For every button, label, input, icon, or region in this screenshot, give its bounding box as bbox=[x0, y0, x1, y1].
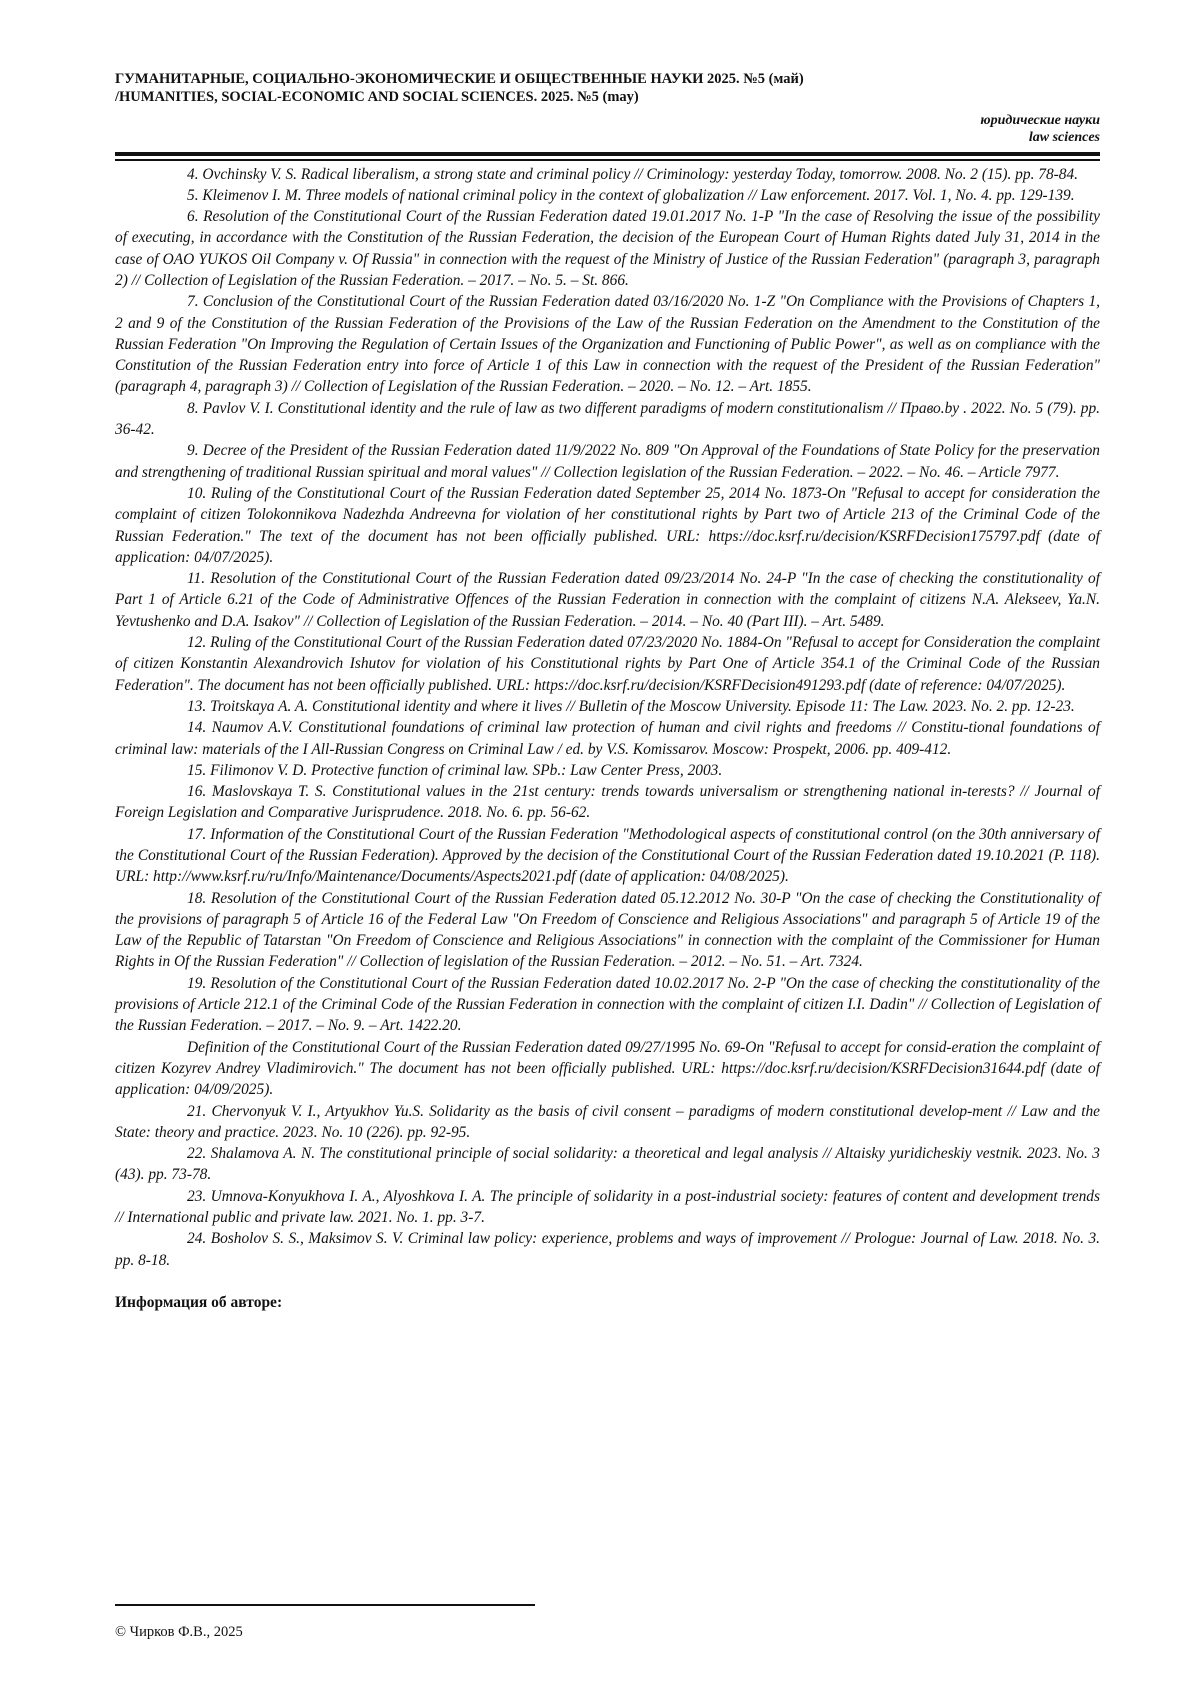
reference-item: 18. Resolution of the Constitutional Court of the Russian Federation dated 05.12.2012 No. 30-P "On the case of checking the Constitutionality of the provisions of paragraph 5 of Article 16 of the Federal Law "On Freedom of Conscience and Religious Associations" and paragraph 5 of Article 19 of the Law of the Republic of Tatarstan "On Freedom of Conscience and Religious Associations" in connection with the complaint of the Commissioner for Human Rights in Of the Russian Federation" // Collection of legislation of the Russian Federation. – 2012. – No. 51. – Art. 7324. bbox=[115, 889, 1100, 971]
reference-item: 8. Pavlov V. I. Constitutional identity and the rule of law as two different paradigms of modern constitutionalism // Право.by . 2022. No. 5 (79). pp. 36-42. bbox=[115, 399, 1100, 439]
reference-item: 16. Maslovskaya T. S. Constitutional values in the 21st century: trends towards universalism or strengthening national in-terests? // Journal of Foreign Legislation and Comparative Jurisprudence. 2018. No. 6. pp. 56-62. bbox=[115, 783, 1100, 822]
journal-title-en: /HUMANITIES, SOCIAL-ECONOMIC AND SOCIAL SCIENCES. 2025. №5 (may) bbox=[115, 89, 639, 105]
running-header bbox=[115, 70, 1100, 161]
reference-item: 13. Troitskaya A. A. Constitutional identity and where it lives // Bulletin of the Moscow University. Episode 11: The Law. 2023. No. 2. pp. 12-23. bbox=[187, 697, 1075, 715]
reference-item: 14. Naumov A.V. Constitutional foundations of criminal law protection of human and civil rights and freedoms // Constitu-tional foundations of criminal law: materials of the I All-Russian Congress on Criminal Law / ed. by V.S. Komissarov. Moscow: Prospekt, 2006. pp. 409-412. bbox=[115, 719, 1100, 758]
reference-item: 19. Resolution of the Constitutional Court of the Russian Federation dated 10.02.2017 No. 2-P "On the case of checking the constitutionality of the provisions of Article 212.1 of the Criminal Code of the Russian Federation in connection with the complaint of citizen I.I. Dadin" // Collection of Legislation of the Russian Federation. – 2017. – No. 9. – Art. 1422.20. bbox=[115, 974, 1100, 1035]
reference-list bbox=[115, 164, 1100, 1271]
rubric bbox=[115, 112, 1100, 146]
reference-item: 6. Resolution of the Constitutional Court of the Russian Federation dated 19.01.2017 No. 1-P "In the case of Resolving the issue of the possibility of executing, in accordance with the Constitution of the Russian Federation, the decision of the European Court of Human Rights dated July 31, 2014 in the case of OAO YUKOS Oil Company v. Of Russia" in connection with the request of the Ministry of Justice of the Russian Federation" (paragraph 3, paragraph 2) // Collection of Legislation of the Russian Federation. – 2017. – No. 5. – St. 866. bbox=[115, 208, 1100, 289]
journal-title-ru: ГУМАНИТАРНЫЕ, СОЦИАЛЬНО-ЭКОНОМИЧЕСКИЕ И ОБЩЕСТВЕННЫЕ НАУКИ 2025. №5 (май) bbox=[115, 71, 804, 87]
reference-item: 24. Bosholov S. S., Maksimov S. V. Criminal law policy: experience, problems and ways of improvement // Prologue: Journal of Law. 2018. No. 3. pp. 8-18. bbox=[115, 1230, 1100, 1269]
page-content bbox=[115, 70, 1100, 1313]
reference-item: 7. Conclusion of the Constitutional Court of the Russian Federation dated 03/16/2020 No. 1-Z "On Compliance with the Provisions of Chapters 1, 2 and 9 of the Constitution of the Russian Federation of the Provisions of the Law of the Russian Federation on the Amendment to the Constitution of the Russian Federation "On Improving the Regulation of Certain Issues of the Organization and Functioning of Public Power", as well as on compliance with the Constitution of the Russian Federation entry into force of Article 1 of this Law in connection with the request of the President of the Russian Federation" (paragraph 4, paragraph 3) // Collection of Legislation of the Russian Federation. – 2020. – No. 12. – Art. 1855. bbox=[115, 293, 1100, 396]
reference-item: 9. Decree of the President of the Russian Federation dated 11/9/2022 No. 809 "On Approval of the Foundations of State Policy for the preservation and strengthening of traditional Russian spiritual and moral values" // Collection legislation of the Russian Federation. – 2022. – No. 46. – Article 7977. bbox=[115, 442, 1100, 481]
reference-item: 12. Ruling of the Constitutional Court of the Russian Federation dated 07/23/2020 No. 1884-On "Refusal to accept for Consideration the complaint of citizen Konstantin Alexandrovich Ishutov for violation of his Constitutional rights by Part One of Article 354.1 of the Criminal Code of the Russian Federation". The document has not been officially published. URL: https://doc.ksrf.ru/decision/KSRFDecision491293.pdf (date of reference: 04/07/2025). bbox=[115, 634, 1100, 694]
reference-item: 5. Kleimenov I. M. Three models of national criminal policy in the context of globalization // Law enforcement. 2017. Vol. 1, No. 4. pp. 129-139. bbox=[187, 186, 1075, 204]
reference-item: 21. Chervonyuk V. I., Artyukhov Yu.S. Solidarity as the basis of civil consent – paradigms of modern constitutional develop-ment // Law and the State: theory and practice. 2023. No. 10 (226). pp. 92-95. bbox=[115, 1102, 1100, 1141]
reference-item: Definition of the Constitutional Court of the Russian Federation dated 09/27/1995 No. 69-On "Refusal to accept for consid-eration the complaint of citizen Kozyrev Andrey Vladimirovich." The document has not been officially published. URL: https://doc.ksrf.ru/decision/KSRFDecision31644.pdf (date of application: 04/09/2025). bbox=[115, 1038, 1100, 1099]
reference-item: 4. Ovchinsky V. S. Radical liberalism, a strong state and criminal policy // Criminology: yesterday Today, tomorrow. 2008. No. 2 (15). pp. 78-84. bbox=[187, 165, 1079, 183]
reference-item: 11. Resolution of the Constitutional Court of the Russian Federation dated 09/23/2014 No. 24-P "In the case of checking the constitutionality of Part 1 of Article 6.21 of the Code of Administrative Offences of the Russian Federation in connection with the complaint of citizens N.A. Alekseev, Ya.N. Yevtushenko and D.A. Isakov" // Collection of Legislation of the Russian Federation. – 2014. – No. 40 (Part III). – Art. 5489. bbox=[115, 570, 1100, 630]
reference-item: 22. Shalamova A. N. The constitutional principle of social solidarity: a theoretical and legal analysis // Altaisky yuridicheskiy vestnik. 2023. No. 3 (43). pp. 73-78. bbox=[115, 1145, 1100, 1184]
reference-item: 15. Filimonov V. D. Protective function of criminal law. SPb.: Law Center Press, 2003. bbox=[187, 761, 723, 779]
author-info-heading: Информация об авторе: bbox=[115, 1293, 283, 1311]
header-divider bbox=[115, 152, 1100, 161]
copyright-notice: © Чирков Ф.В., 2025 bbox=[115, 1624, 243, 1640]
footnote-divider bbox=[115, 1604, 535, 1606]
rubric-en: law sciences bbox=[1028, 130, 1100, 145]
reference-item: 17. Information of the Constitutional Court of the Russian Federation "Methodological aspects of constitutional control (on the 30th anniversary of the Constitutional Court of the Russian Federation). Approved by the decision of the Constitutional Court of the Russian Federation dated 19.10.2021 (P. 118). URL: http://www.ksrf.ru/ru/Info/Maintenance/Documents/Aspects2021.pdf (date of application: 04/08/2025). bbox=[115, 825, 1100, 886]
reference-item: 10. Ruling of the Constitutional Court of the Russian Federation dated September 25, 2014 No. 1873-On "Refusal to accept for consideration the complaint of citizen Tolokonnikova Nadezhda Andreevna for violation of her constitutional rights by Part two of Article 213 of the Criminal Code of the Russian Federation." The text of the document has not been officially published. URL: https://doc.ksrf.ru/decision/KSRFDecision175797.pdf (date of application: 04/07/2025). bbox=[115, 484, 1100, 566]
reference-item: 23. Umnova-Konyukhova I. A., Alyoshkova I. A. The principle of solidarity in a post-industrial society: features of content and development trends // International public and private law. 2021. No. 1. pp. 3-7. bbox=[115, 1187, 1100, 1227]
rubric-ru: юридические науки bbox=[980, 113, 1100, 128]
